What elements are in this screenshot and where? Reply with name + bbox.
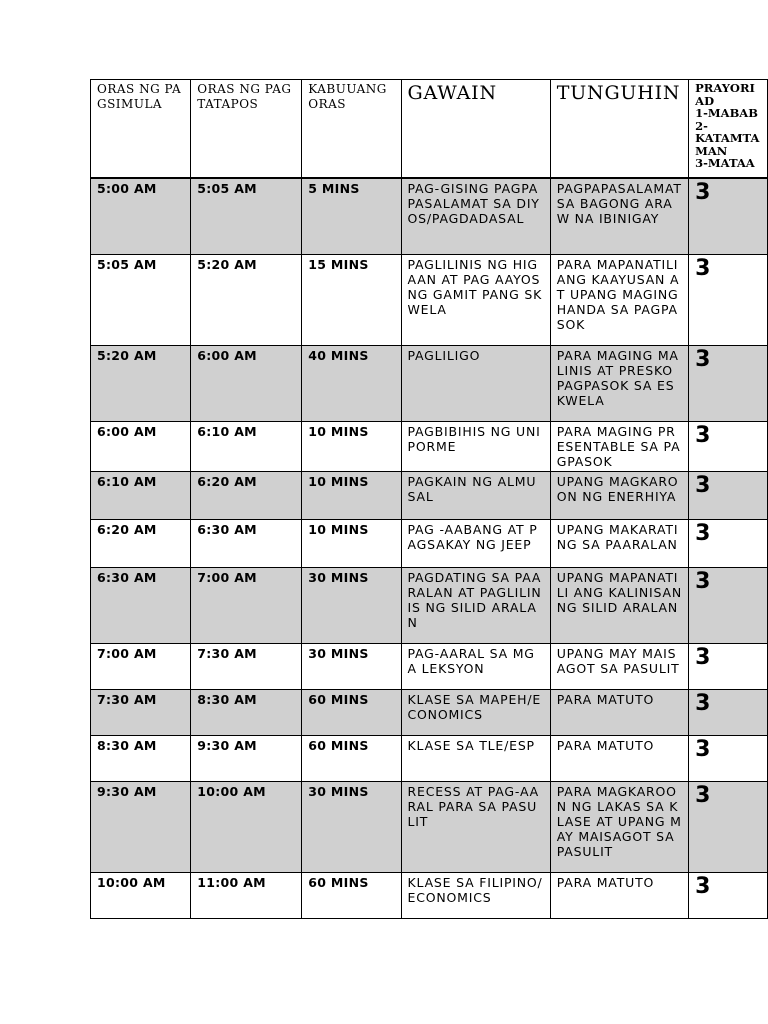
start-time-cell: 5:20 AM	[91, 346, 191, 422]
activity-cell: PAG-GISING PAGPAPASALAMAT SA DIYOS/PAGDADASAL	[401, 178, 550, 255]
activity-cell: PAG -AABANG AT PAGSAKAY NG JEEP	[401, 520, 550, 568]
header-total-time: KABUUANG ORAS	[302, 80, 401, 178]
activity-cell: KLASE SA MAPEH/ECONOMICS	[401, 690, 550, 736]
goal-cell: PARA MAGING MALINIS AT PRESKO PAGPASOK SA ESKWELA	[550, 346, 688, 422]
priority-cell: 3	[689, 255, 768, 346]
goal-cell: PARA MATUTO	[550, 873, 688, 919]
end-time-cell: 6:00 AM	[191, 346, 302, 422]
table-row	[91, 644, 768, 690]
goal-cell: UPANG MAKARATING SA PAARALAN	[550, 520, 688, 568]
end-time-cell: 6:30 AM	[191, 520, 302, 568]
end-time-cell: 9:30 AM	[191, 736, 302, 782]
table-row	[91, 422, 768, 472]
table-row	[91, 178, 768, 255]
duration-cell: 30 MINS	[302, 568, 401, 644]
header-priority-line: AD	[695, 93, 715, 108]
header-start-time: ORAS NG PAGSIMULA	[91, 80, 191, 178]
priority-cell: 3	[689, 346, 768, 422]
duration-cell: 30 MINS	[302, 782, 401, 873]
start-time-cell: 6:30 AM	[91, 568, 191, 644]
table-row	[91, 255, 768, 346]
duration-cell: 30 MINS	[302, 644, 401, 690]
duration-cell: 60 MINS	[302, 690, 401, 736]
end-time-cell: 11:00 AM	[191, 873, 302, 919]
goal-cell: PARA MAPANATILI ANG KAAYUSAN AT UPANG MAGING HANDA SA PAGPASOK	[550, 255, 688, 346]
end-time-cell: 5:20 AM	[191, 255, 302, 346]
duration-cell: 10 MINS	[302, 520, 401, 568]
table-row	[91, 782, 768, 873]
priority-cell: 3	[689, 568, 768, 644]
header-priority-line: PRAYORI	[695, 81, 755, 95]
priority-cell: 3	[689, 736, 768, 782]
activity-cell: PAGLILIGO	[401, 346, 550, 422]
goal-cell: PARA MATUTO	[550, 690, 688, 736]
end-time-cell: 6:10 AM	[191, 422, 302, 472]
table-row	[91, 690, 768, 736]
start-time-cell: 5:05 AM	[91, 255, 191, 346]
table-row	[91, 346, 768, 422]
end-time-cell: 7:30 AM	[191, 644, 302, 690]
duration-cell: 15 MINS	[302, 255, 401, 346]
header-goal: TUNGUHIN	[550, 80, 688, 178]
priority-cell: 3	[689, 178, 768, 255]
duration-cell: 60 MINS	[302, 873, 401, 919]
table-row	[91, 873, 768, 919]
activity-cell: KLASE SA TLE/ESP	[401, 736, 550, 782]
table-row	[91, 568, 768, 644]
activity-cell: PAGLILINIS NG HIGAAN AT PAG AAYOS NG GAMIT PANG SKWELA	[401, 255, 550, 346]
header-activity: GAWAIN	[401, 80, 550, 178]
duration-cell: 5 MINS	[302, 178, 401, 255]
activity-cell: PAG-AARAL SA MGA LEKSYON	[401, 644, 550, 690]
activity-cell: KLASE SA FILIPINO/ECONOMICS	[401, 873, 550, 919]
goal-cell: PARA MAGING PRESENTABLE SA PAGPASOK	[550, 422, 688, 472]
header-priority-line: 2-	[695, 118, 708, 133]
priority-cell: 3	[689, 782, 768, 873]
header-priority-line: MAN	[695, 143, 728, 158]
header-end-time: ORAS NG PAGTATAPOS	[191, 80, 302, 178]
activity-cell: RECESS AT PAG-AARAL PARA SA PASULIT	[401, 782, 550, 873]
end-time-cell: 8:30 AM	[191, 690, 302, 736]
schedule-table	[90, 79, 768, 919]
start-time-cell: 6:10 AM	[91, 472, 191, 520]
header-priority	[689, 80, 768, 178]
header-priority-line: 1-MABAB	[695, 106, 758, 120]
end-time-cell: 10:00 AM	[191, 782, 302, 873]
start-time-cell: 5:00 AM	[91, 178, 191, 255]
priority-cell: 3	[689, 644, 768, 690]
start-time-cell: 7:00 AM	[91, 644, 191, 690]
start-time-cell: 10:00 AM	[91, 873, 191, 919]
header-priority-line: KATAMTA	[695, 131, 760, 145]
priority-cell: 3	[689, 690, 768, 736]
duration-cell: 60 MINS	[302, 736, 401, 782]
activity-cell: PAGDATING SA PAARALAN AT PAGLILINIS NG SILID ARALAN	[401, 568, 550, 644]
end-time-cell: 7:00 AM	[191, 568, 302, 644]
duration-cell: 40 MINS	[302, 346, 401, 422]
goal-cell: PAGPAPASALAMAT SA BAGONG ARAW NA IBINIGAY	[550, 178, 688, 255]
goal-cell: UPANG MAGKAROON NG ENERHIYA	[550, 472, 688, 520]
priority-cell: 3	[689, 520, 768, 568]
goal-cell: PARA MATUTO	[550, 736, 688, 782]
end-time-cell: 5:05 AM	[191, 178, 302, 255]
activity-cell: PAGKAIN NG ALMUSAL	[401, 472, 550, 520]
duration-cell: 10 MINS	[302, 472, 401, 520]
start-time-cell: 7:30 AM	[91, 690, 191, 736]
priority-cell: 3	[689, 422, 768, 472]
header-priority-line: 3-MATAA	[695, 156, 755, 170]
start-time-cell: 9:30 AM	[91, 782, 191, 873]
table-row	[91, 472, 768, 520]
start-time-cell: 6:00 AM	[91, 422, 191, 472]
duration-cell: 10 MINS	[302, 422, 401, 472]
table-row	[91, 520, 768, 568]
priority-cell: 3	[689, 873, 768, 919]
header-row	[91, 80, 768, 178]
table-row	[91, 736, 768, 782]
end-time-cell: 6:20 AM	[191, 472, 302, 520]
goal-cell: PARA MAGKAROON NG LAKAS SA KLASE AT UPANG MAY MAISAGOT SA PASULIT	[550, 782, 688, 873]
start-time-cell: 6:20 AM	[91, 520, 191, 568]
priority-cell: 3	[689, 472, 768, 520]
activity-cell: PAGBIBIHIS NG UNIPORME	[401, 422, 550, 472]
goal-cell: UPANG MAY MAISAGOT SA PASULIT	[550, 644, 688, 690]
goal-cell: UPANG MAPANATILI ANG KALINISAN NG SILID ARALAN	[550, 568, 688, 644]
start-time-cell: 8:30 AM	[91, 736, 191, 782]
